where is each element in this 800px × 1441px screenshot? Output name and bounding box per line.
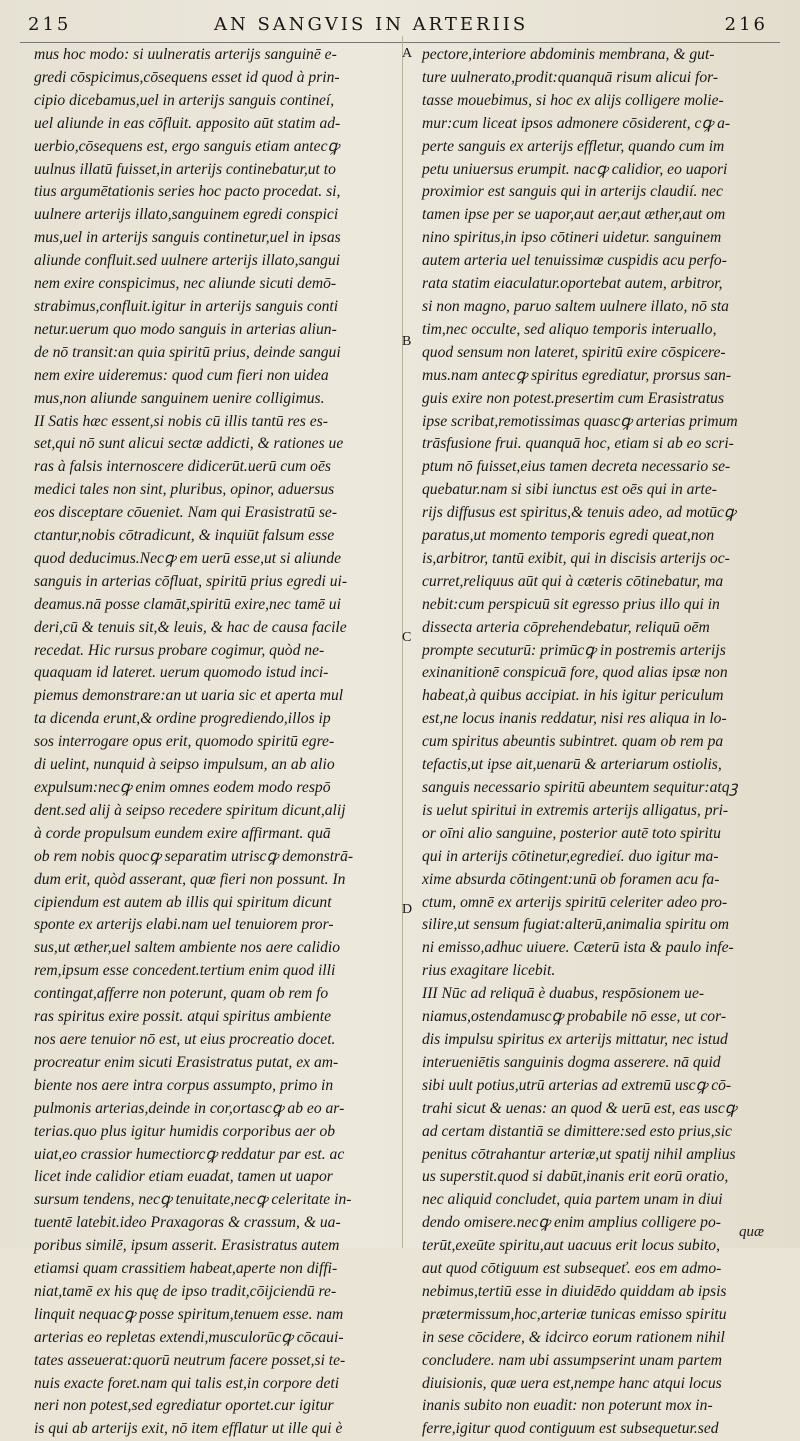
text-line: sponte ex arterijs elabi.nam uel tenuiorem pror- [34, 916, 334, 934]
text-line: nino spiritus,in ipso cōtineri uidetur. sanguinem [422, 229, 722, 247]
text-line: mus,non aliunde sanguinem uenire colligimus. [34, 389, 325, 407]
text-line: nos aere tenuior nō est, ut eius procreatio docet. [34, 1030, 336, 1048]
text-line: habeat,à quibus accipiat. in his igitur periculum [422, 687, 724, 705]
text-line: ad certam distantiā se dimittere:sed esto prius,sic [422, 1122, 732, 1140]
text-line: quebatur.nam si sibi iunctus est oēs qui in arte- [422, 481, 717, 499]
text-line: terūt,exeūte spiritu,aut uacuus erit locus subito, [422, 1237, 720, 1255]
text-line: trahi sicut & uenas: an quod & uerū est, eas uscꝙ [422, 1099, 737, 1117]
text-line: biente nos aere intra corpus assumpto, primo in [34, 1076, 334, 1094]
margin-letter-c: C [402, 630, 412, 645]
text-line: pulmonis arterias,deinde in cor,ortascꝙ ab eo ar- [34, 1099, 345, 1117]
text-line: ctum, omnē ex arterijs spiritū celeriter adeo pro- [422, 893, 728, 911]
text-line: contingat,afferre non poterunt, quam ob rem fo [34, 985, 329, 1003]
text-line: rius exagitare licebit. [422, 962, 556, 980]
text-line: mur:cum liceat ipsos admonere cōsiderent, cꝙ a- [422, 114, 731, 132]
text-line: ferre,igitur quod contiguum est subsequetur.sed [422, 1420, 719, 1438]
text-line: dum erit, quòd asserant, quæ fieri non possunt. In [34, 870, 346, 888]
text-line: nem exire conspicimus, nec aliunde sicuti demō- [34, 275, 337, 293]
text-line: neri non potest,sed egrediatur oportet.cur igitur [34, 1397, 334, 1415]
text-line: tates asseuerat:quorū neutrum facere posset,si te- [34, 1351, 346, 1369]
text-line: licet inde calidior etiam euadat, tamen ut uapor [34, 1168, 333, 1186]
text-line: guis exire non potest.presertim cum Erasistratus [422, 389, 725, 407]
text-line: sanguis in arterias cōfluat, spiritū prius egredi ui- [34, 572, 348, 590]
text-line: ras à falsis internoscere didicerūt.uerū cum oēs [34, 458, 331, 476]
text-line: nebit:cum perspicuū sit egresso prius illo qui in [422, 595, 720, 613]
margin-letter-b: B [402, 334, 412, 349]
text-line: silire,ut sensum fugiat:alterū,animalia spiritu om [422, 916, 729, 934]
text-line: perte sanguis ex arterijs effletur, quando cum im [422, 137, 725, 155]
text-line: nem exire uideremus: quod cum fieri non uidea [34, 366, 329, 384]
text-line: or oīni alio sanguine, posterior autē toto spiritu [422, 824, 721, 842]
text-line: mus hoc modo: si uulneratis arterijs sanguinē e- [34, 46, 337, 63]
text-line: trāsfusione frui. quanquā hoc, etiam si ab eo scri- [422, 435, 734, 453]
text-line: dendo omisere.necꝙ enim amplius colligere po- [422, 1214, 721, 1232]
text-line: ptum nō fuisset,eius tamen decreta necessario se- [422, 458, 731, 476]
text-line: dissecta arteria cōprehendebatur, reliquū oēm [422, 618, 710, 636]
text-line: prompte secuturū: primūcꝙ in postremis arterijs [422, 641, 726, 659]
text-line: exinanitionē conspicuā fore, quod alias ipsæ non [422, 664, 728, 682]
text-line: piemus demonstrare:an ut uaria sic et aperta mul [34, 687, 344, 705]
text-line: is,arbitror, tantū exibit, qui in discisis arterijs oc- [422, 549, 730, 567]
text-line: medici tales non sint, pluribus, opinor, aduersus [34, 481, 335, 499]
text-line: paratus,ut momento temporis egredi queat,non [422, 527, 715, 545]
text-line: eos disceptare cōueniet. Nam qui Erasistratū se- [34, 504, 338, 522]
text-line: qui in arterijs cōtinetur,egredieí. duo igitur ma- [422, 847, 719, 865]
text-line: uulnere arterijs illato,sanguinem egredi conspici [34, 206, 339, 224]
folio-right: 216 [724, 14, 768, 35]
text-line: de nō transit:an quia spiritū prius, deinde sangui [34, 343, 341, 361]
text-line: in sese cōcidere, & idcirco eorum rationem nihil [422, 1328, 725, 1346]
text-line: ni emisso,adhuc uiuere. Cæterū ista & paulo infe- [422, 939, 734, 957]
text-line: ctantur,nobis cōtradicunt, & inquiūt falsum esse [34, 527, 335, 545]
text-line: recedat. Hic rursus probare cogimur, quòd ne- [34, 641, 325, 659]
text-line: concludere. nam ubi assumpserint unam partem [422, 1351, 723, 1369]
text-line: rem,ipsum esse concedent.tertium enim quod illi [34, 962, 336, 980]
text-line: à corde propulsum eundem exire affirmant. quā [34, 824, 331, 842]
text-line: set,qui nō sunt alicui sectæ addicti, & rationes ue [34, 435, 344, 453]
margin-letter-a: A [402, 46, 413, 61]
text-line: petu uniuersus erumpit. nacꝙ calidior, eo uapori [422, 160, 728, 178]
text-line: sanguis necessario spiritū abeuntem sequitur:atqꝫ [422, 779, 738, 796]
text-line: rijs diffusus est spiritus,& tenuis adeo, ad motūcꝙ [422, 504, 736, 522]
text-line: tius argumētationis series hoc pacto procedat. si, [34, 183, 341, 201]
running-title: AN SANGVIS IN ARTERIIS [214, 14, 529, 35]
text-line: cipio dicebamus,uel in arterijs sanguis contineí, [34, 91, 335, 109]
text-line: sos interrogare opus erit, quomodo spiritū egre- [34, 733, 335, 751]
text-line: si non magno, paruo saltem uulnere illato, nō sta [422, 297, 729, 315]
text-line: tuentē latebit.ideo Praxagoras & crassum, & ua- [34, 1214, 341, 1232]
text-line: linquit nequacꝙ posse spiritum,tenuem esse. nam [34, 1305, 344, 1323]
folio-left: 215 [28, 14, 72, 35]
right-column [422, 44, 778, 1438]
text-line: di uelint, nunquid à seipso impulsum, an ab alio [34, 756, 335, 774]
text-line: interueniētis sanguinis dogma asserere. nā quid [422, 1053, 721, 1071]
text-line: uerbio,cōsequens est, ergo sanguis etiam antecꝙ [34, 137, 340, 155]
text-line: mus.nam antecꝙ spiritus egrediatur, prorsus san- [422, 366, 732, 384]
text-line: proximior est sanguis qui in arterijs claudií. nec [422, 183, 723, 201]
text-line: ta dicenda erunt,& ordine progrediendo,illos ip [34, 710, 331, 728]
text-line: curret,reliquus aūt qui à cæteris cōtinebatur, ma [422, 572, 724, 590]
text-line: niat,tamē ex his quę de ipso tradit,cōijciendū re- [34, 1282, 337, 1300]
text-line: prætermissum,hoc,arteriæ tunicas emisso spiritu [422, 1305, 727, 1323]
text-line: penitus cōtrahantur arteriæ,ut spatij nihil amplius [422, 1145, 736, 1163]
text-line: sibi uult potius,utrū arterias ad extremū uscꝙ cō- [422, 1076, 732, 1094]
text-line: est,ne locus inanis reddatur, nisi res aliqua in lo- [422, 710, 727, 728]
text-line: diuisionis, quæ uera est,nempe hanc atqui locus [422, 1374, 722, 1392]
text-line: nec aliquid concludet, quia partem unam in diui [422, 1191, 723, 1209]
text-line: uulnus illatū fuisset,in arterijs continebatur,ut to [34, 160, 336, 178]
text-line: uel aliunde in eas cōfluit. apposito aūt statim ad- [34, 114, 341, 132]
text-line: aliunde confluit.sed uulnere arterijs illato,sangui [34, 252, 341, 270]
text-line: etiamsi quam crassitiem habeat,aperte non diffi- [34, 1260, 338, 1278]
text-line: deamus.nā posse clamāt,spiritū exire,nec tamē ui [34, 595, 341, 613]
text-line: procreatur enim sicuti Erasistratus putat, ex am- [34, 1053, 339, 1071]
text-line: II Satis hæc essent,si nobis cū illis tantū res es- [34, 412, 328, 430]
text-line: tamen ipse per se uapor,aut aer,aut æther,aut om [422, 206, 726, 224]
text-line: netur.uerum quo modo sanguis in arterias aliun- [34, 320, 337, 338]
text-line: dis impulsu spiritus ex arterijs mittatur, nec istud [422, 1030, 728, 1048]
catchword: quæ [738, 1224, 764, 1240]
margin-letter-d: D [402, 902, 413, 917]
text-line: quod sensum non lateret, spiritū exire cōspicere- [422, 343, 726, 361]
text-line: rata statim eiaculatur.oportebat autem, arbitror, [422, 275, 723, 293]
text-line: poribus similē, ipsum asserit. Erasistratus autem [34, 1237, 340, 1255]
text-line: is uelut spiritui in extremis arterijs alligatus, pri- [422, 801, 729, 819]
text-line: pectore,interiore abdominis membrana, & gut- [422, 46, 715, 63]
text-line: mus,uel in arterijs sanguis continetur,uel in ipsas [34, 229, 341, 247]
text-line: dent.sed alij à seipso recedere spiritum dicunt,alij [34, 801, 346, 819]
text-line: expulsum:necꝙ enim omnes eodem modo respō [34, 779, 331, 796]
text-line: deri,cū & tenuis sit,& leuis, & hac de causa facile [34, 618, 347, 636]
text-line: autem arteria uel tenuissimæ cuspidis acu perfo- [422, 252, 727, 270]
text-line: quaquam id lateret. uerum quomodo istud inci- [34, 664, 329, 682]
text-line: terias.quo plus igitur humidis corporibus aer ob [34, 1122, 336, 1140]
text-line: ob rem nobis quocꝙ separatim utriscꝙ demonstrā- [34, 847, 354, 865]
text-line: niamus,ostendamuscꝙ probabile nō esse, ut cor- [422, 1008, 727, 1026]
text-line: us superstit.quod si dabūt,inanis erit eorū oratio, [422, 1168, 729, 1186]
text-line: nuis exacte foret.nam qui talis est,in corpore deti [34, 1374, 340, 1392]
text-line: nebimus,tertiū esse in diuidēdo quiddam ab ipsis [422, 1282, 727, 1300]
text-line: ipse scribat,remotissimas quascꝙ arterias primum [422, 412, 738, 430]
text-line: cum spiritus abeuntis subintret. quam ob rem pa [422, 733, 724, 751]
text-line: ras spiritus exire possit. atqui spiritus ambiente [34, 1008, 332, 1026]
text-line: quod deducimus.Necꝙ em uerū esse,ut si aliunde [34, 549, 342, 567]
text-line: ture uulnerato,prodit:quanquā risum alicui for- [422, 68, 719, 86]
text-line: inanis subito non euadit: non poterunt mox in- [422, 1397, 713, 1415]
margin-letters [398, 0, 418, 1248]
text-line: xime absurda cōtingent:unū ob foramen acu fa- [422, 870, 720, 888]
text-line: arterias eo repletas extendi,musculorūcꝙ cōcaui- [34, 1328, 344, 1346]
text-line: tim,nec occulte, sed aliquo temporis interuallo, [422, 320, 717, 338]
text-line: tasse mouebimus, si hoc ex alijs colligere molie- [422, 91, 724, 109]
text-line: aut quod cōtiguum est subsequeť. eos em admo- [422, 1260, 722, 1278]
text-line: gredi cōspicimus,cōsequens esset id quod à prin- [34, 68, 340, 86]
text-line: strabimus,confluit.igitur in arterijs sanguis conti [34, 297, 339, 315]
text-line: uiat,eo crassior humectiorcꝙ reddatur par est. ac [34, 1145, 345, 1163]
text-line: sus,ut æther,uel saltem ambiente nos aere calidio [34, 939, 341, 957]
text-line: sursum tendens, necꝙ tenuitate,necꝙ celeritate in- [34, 1191, 352, 1209]
text-line: tefactis,ut ipse ait,uenarū & arteriarum ostiolis, [422, 756, 722, 774]
left-column [34, 44, 392, 1438]
text-line: III Nūc ad reliquā è duabus, respōsionem ue- [422, 985, 705, 1003]
text-line: cipiendum est autem ab illis qui spiritum dicunt [34, 893, 332, 911]
text-line: is qui ab arterijs exit, nō item efflatur ut ille qui è [34, 1420, 343, 1438]
